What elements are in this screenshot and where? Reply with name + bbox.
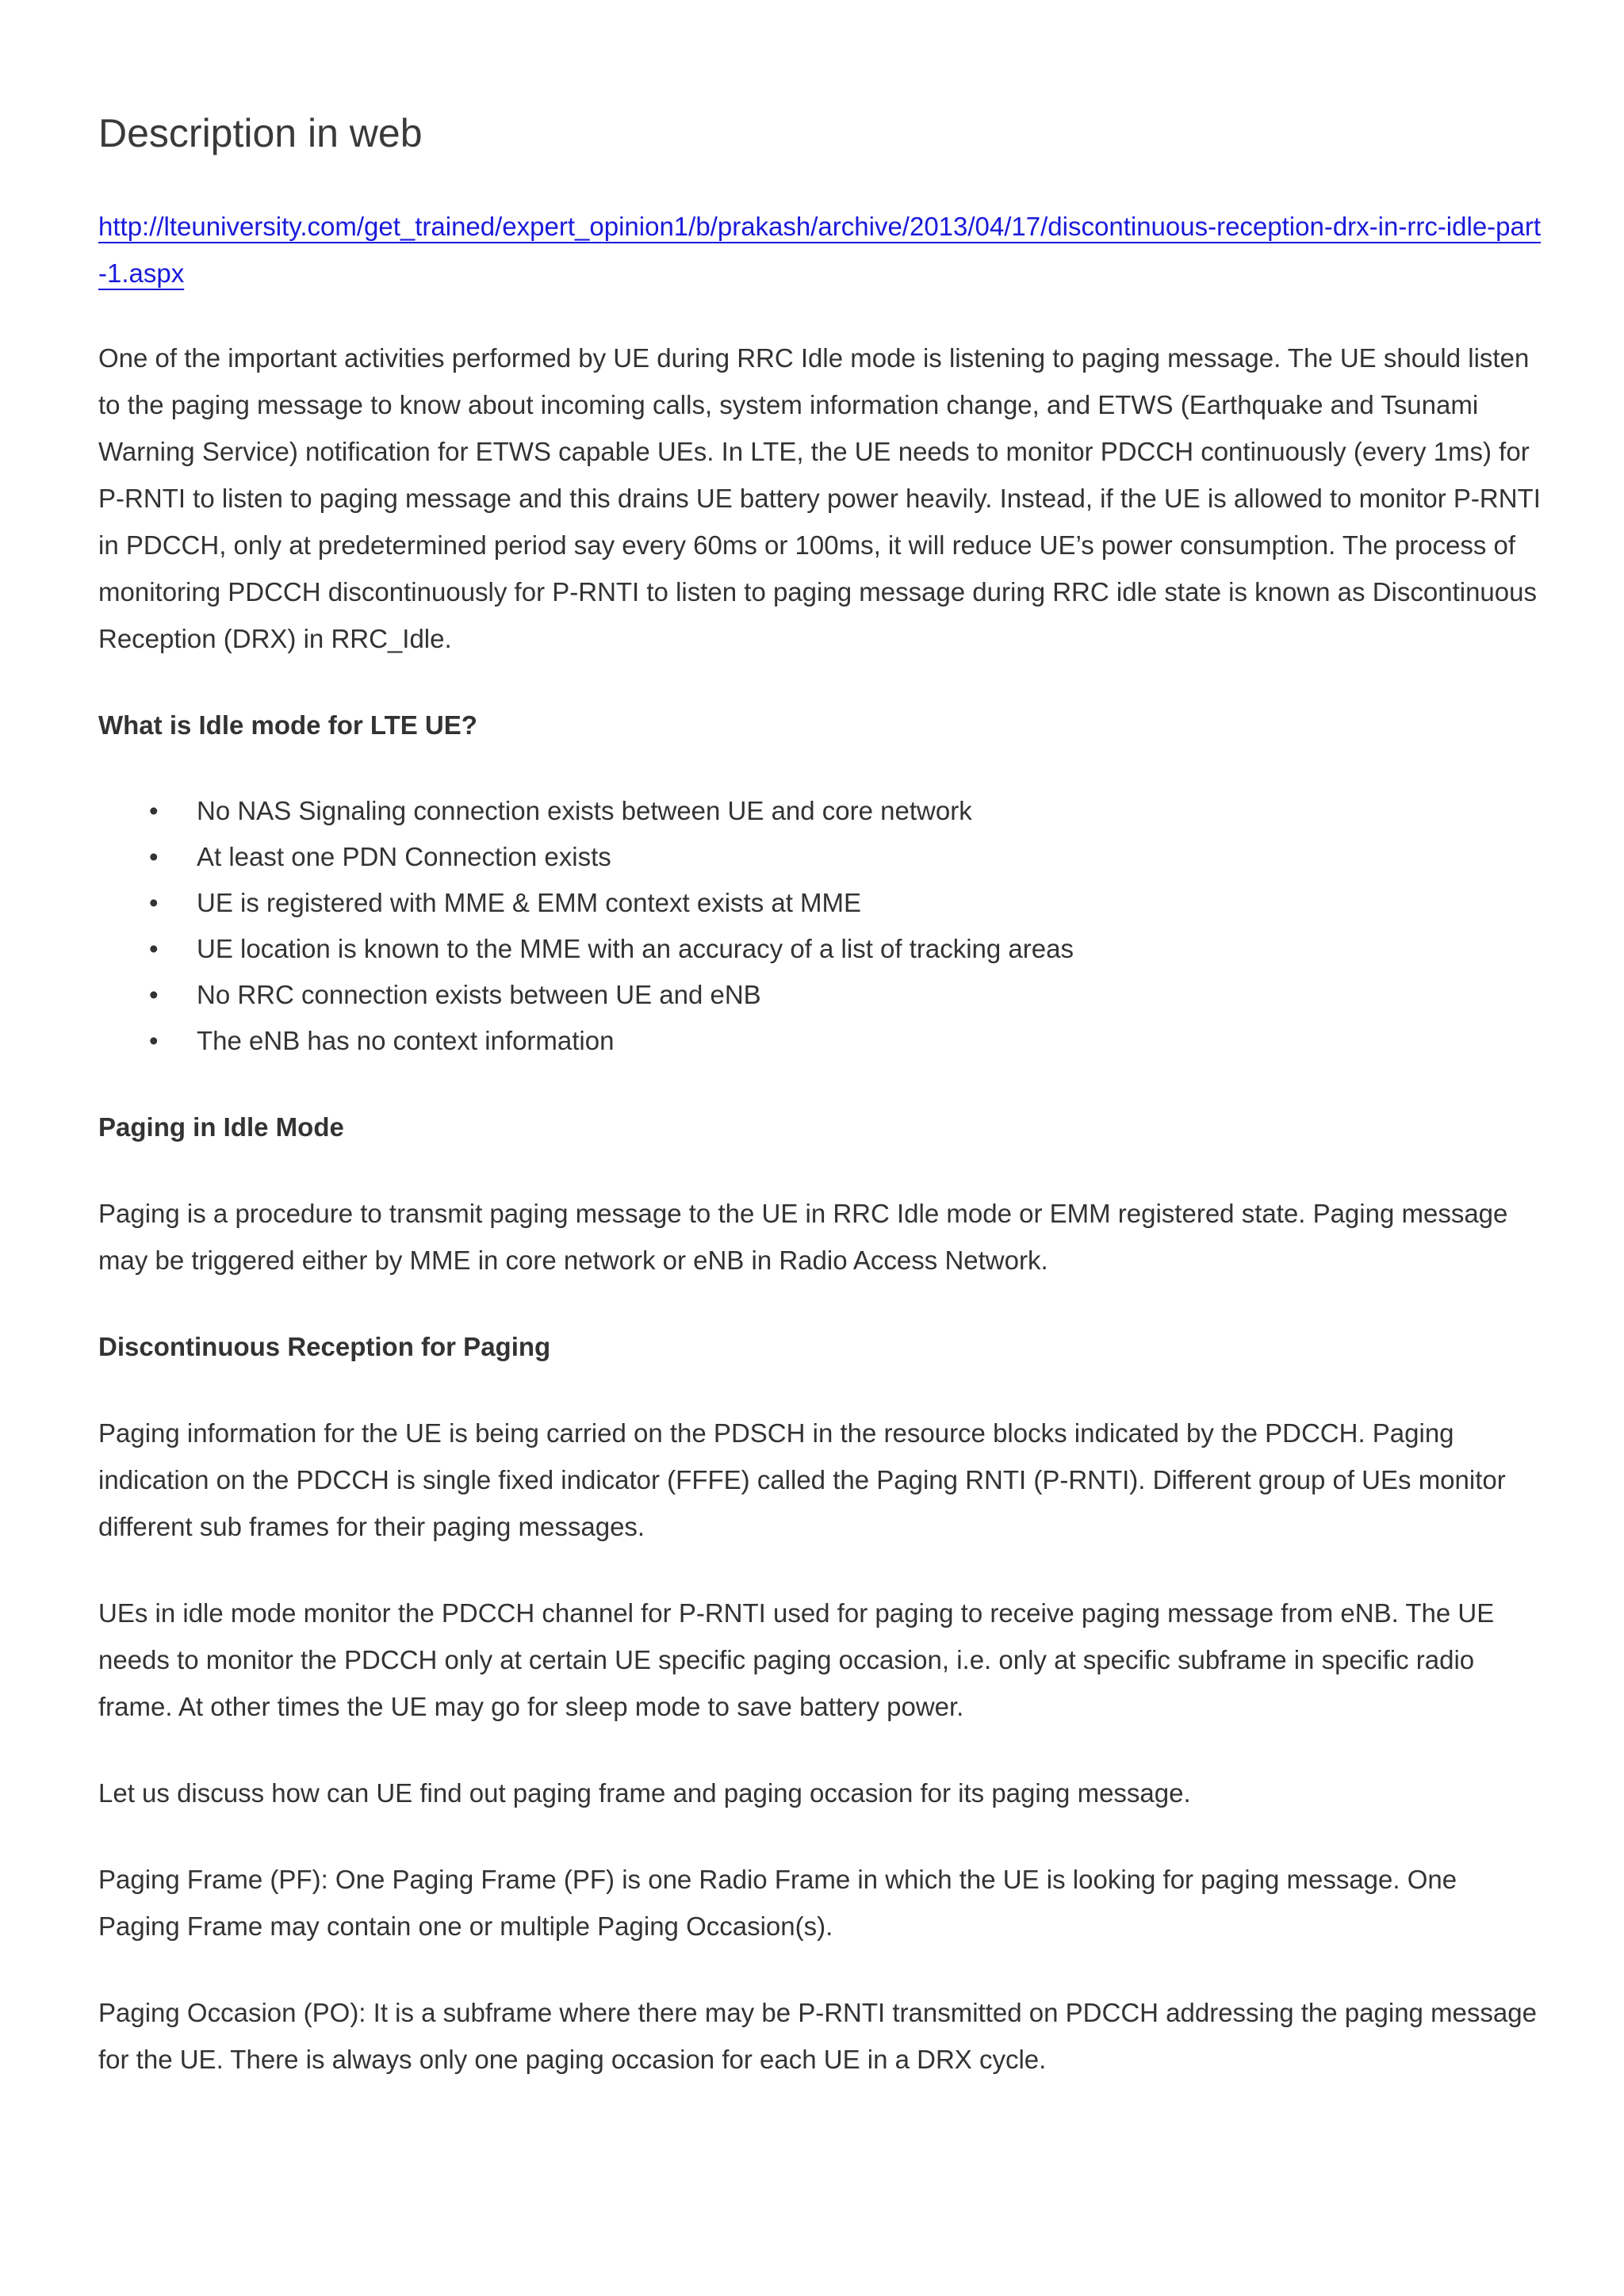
list-item-text: UE is registered with MME & EMM context exists at MME [197,888,862,917]
drx-paging-heading: Discontinuous Reception for Paging [98,1332,551,1361]
paging-occasion-paragraph: Paging Occasion (PO): It is a subframe where there may be P-RNTI transmitted on PDCCH addressing the paging message for the UE. There is always only one paging occasion for each UE in a DRX cycle. [98,1998,1537,2074]
list-item [98,926,1542,972]
bullet-icon: • [149,842,159,871]
list-item [98,788,1542,834]
paging-idle-paragraph: Paging is a procedure to transmit paging message to the UE in RRC Idle mode or EMM registered state. Paging message may be triggered either by MME in core network or eNB in Radio Access Network. [98,1199,1508,1275]
list-item [98,1018,1542,1064]
idle-mode-list [98,788,1542,1064]
drx-paragraph-1: Paging information for the UE is being carried on the PDSCH in the resource blocks indicated by the PDCCH. Paging indication on the PDCCH is single fixed indicator (FFFE) called the Paging RNTI (P-RNTI). Different group of UEs monitor different sub frames for their paging messages. [98,1418,1506,1541]
bullet-icon: • [149,888,159,917]
list-item-text: UE location is known to the MME with an accuracy of a list of tracking areas [197,934,1074,963]
bullet-icon: • [149,980,159,1009]
document-page [98,101,1542,2122]
paging-idle-heading: Paging in Idle Mode [98,1112,344,1142]
source-link[interactable]: http://lteuniversity.com/get_trained/expert_opinion1/b/prakash/archive/2013/04/17/discontinuous-reception-drx-in-rrc-idle-part-1.aspx [98,212,1542,288]
list-item-text: At least one PDN Connection exists [197,842,611,871]
intro-paragraph: One of the important activities performed by UE during RRC Idle mode is listening to paging message. The UE should listen to the paging message to know about incoming calls, system information change, and ETWS (Earthquake and Tsunami Warning Service) notification for ETWS capable UEs. In LTE, the UE needs to monitor PDCCH continuously (every 1ms) for P-RNTI to listen to paging message and this drains UE battery power heavily. Instead, if the UE is allowed to monitor P-RNTI in PDCCH, only at predetermined period say every 60ms or 100ms, it will reduce UE’s power consumption. The process of monitoring PDCCH discontinuously for P-RNTI to listen to paging message during RRC idle state is known as Discontinuous Reception (DRX) in RRC_Idle. [98,343,1541,653]
list-item [98,972,1542,1018]
drx-paragraph-2: UEs in idle mode monitor the PDCCH channel for P-RNTI used for paging to receive paging message from eNB. The UE needs to monitor the PDCCH only at certain UE specific paging occasion, i.e. only at specific subframe in specific radio frame. At other times the UE may go for sleep mode to save battery power. [98,1598,1495,1721]
list-item [98,834,1542,880]
list-item-text: The eNB has no context information [197,1026,615,1055]
paging-frame-paragraph: Paging Frame (PF): One Paging Frame (PF) is one Radio Frame in which the UE is looking for paging message. One Paging Frame may contain one or multiple Paging Occasion(s). [98,1865,1457,1941]
list-item-text: No NAS Signaling connection exists between UE and core network [197,796,972,825]
list-item-text: No RRC connection exists between UE and eNB [197,980,761,1009]
idle-mode-heading: What is Idle mode for LTE UE? [98,710,477,740]
bullet-icon: • [149,1026,159,1055]
page-title: Description in web [98,111,423,155]
drx-paragraph-3: Let us discuss how can UE find out paging frame and paging occasion for its paging message. [98,1778,1191,1808]
bullet-icon: • [149,796,159,825]
bullet-icon: • [149,934,159,963]
list-item [98,880,1542,926]
